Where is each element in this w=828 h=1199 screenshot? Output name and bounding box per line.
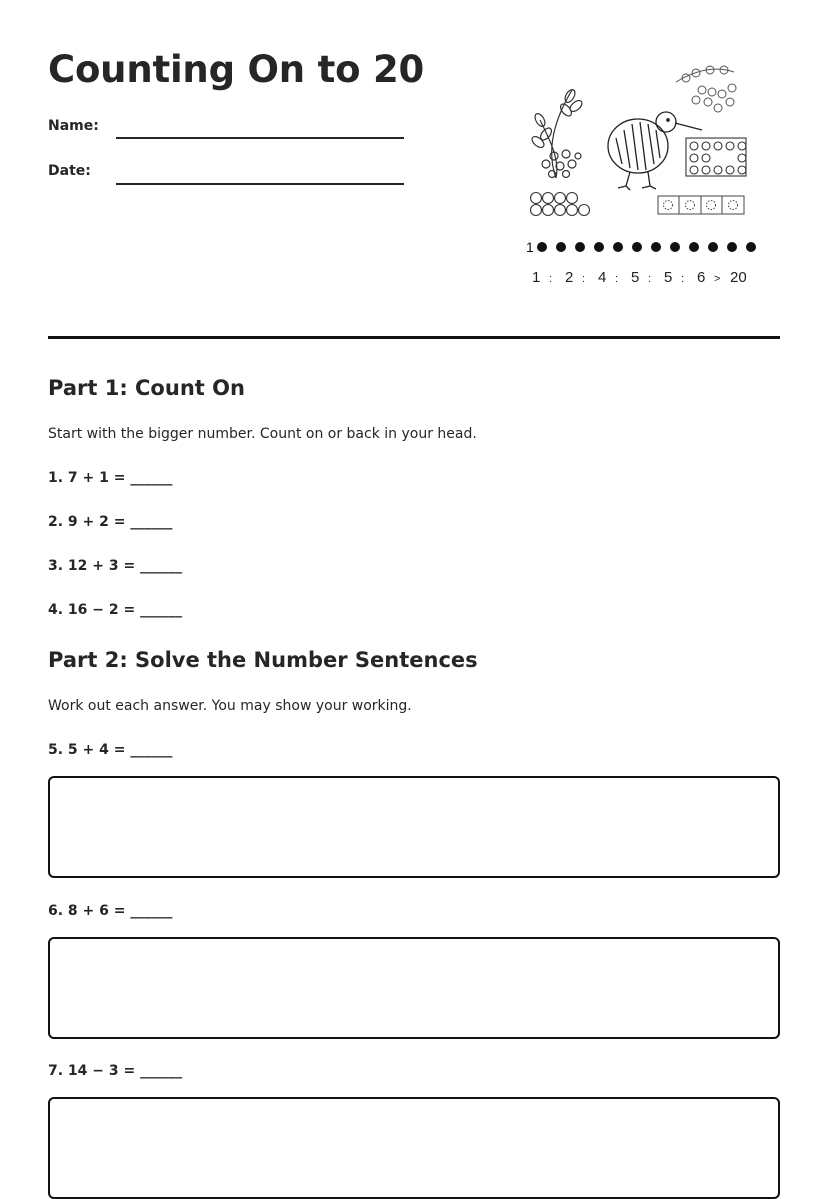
counters-icon (531, 193, 590, 216)
number-line-separator: : (681, 273, 685, 285)
part1-instruction: Start with the bigger number. Count on or back in your head. (48, 426, 477, 442)
ten-frame-icon (686, 138, 746, 176)
working-box-7[interactable] (48, 1097, 780, 1199)
part2-instruction: Work out each answer. You may show your working. (48, 698, 412, 714)
question-6[interactable]: 6. 8 + 6 = ______ (48, 903, 173, 919)
section-divider (48, 336, 780, 339)
number-line-separator: : (549, 273, 553, 285)
name-label: Name: (48, 118, 99, 134)
number-line-value: 5 (631, 269, 640, 286)
question-7[interactable]: 7. 14 − 3 = ______ (48, 1063, 183, 1079)
working-box-6[interactable] (48, 937, 780, 1039)
number-line-value: 4 (598, 269, 607, 286)
counter-start-label: 1 (526, 239, 534, 255)
kiwi-bird-icon (608, 112, 702, 190)
number-line-value: 20 (730, 269, 747, 286)
question-2[interactable]: 2. 9 + 2 = ______ (48, 514, 173, 530)
question-1[interactable]: 1. 7 + 1 = ______ (48, 470, 173, 486)
number-line-separator: > (714, 273, 721, 285)
worksheet-illustration (526, 60, 780, 296)
number-line (532, 269, 747, 286)
question-3[interactable]: 3. 12 + 3 = ______ (48, 558, 183, 574)
number-line-value: 5 (664, 269, 673, 286)
worksheet-title: Counting On to 20 (48, 48, 425, 91)
part1-heading: Part 1: Count On (48, 376, 245, 400)
number-line-value: 1 (532, 269, 541, 286)
counter-dots (537, 242, 756, 252)
worksheet-page (48, 0, 780, 1118)
number-line-separator: : (582, 273, 586, 285)
dot-strip-icon (658, 196, 744, 214)
number-line-value: 6 (697, 269, 706, 286)
question-5[interactable]: 5. 5 + 4 = ______ (48, 742, 173, 758)
beads-icon (676, 66, 736, 112)
working-box-5[interactable] (48, 776, 780, 878)
date-line[interactable] (116, 183, 404, 185)
question-4[interactable]: 4. 16 − 2 = ______ (48, 602, 183, 618)
number-line-separator: : (615, 273, 619, 285)
number-line-value: 2 (565, 269, 574, 286)
number-line-separator: : (648, 273, 652, 285)
fern-plant-icon (530, 88, 584, 178)
name-line[interactable] (116, 137, 404, 139)
date-label: Date: (48, 163, 91, 179)
part2-heading: Part 2: Solve the Number Sentences (48, 648, 478, 672)
